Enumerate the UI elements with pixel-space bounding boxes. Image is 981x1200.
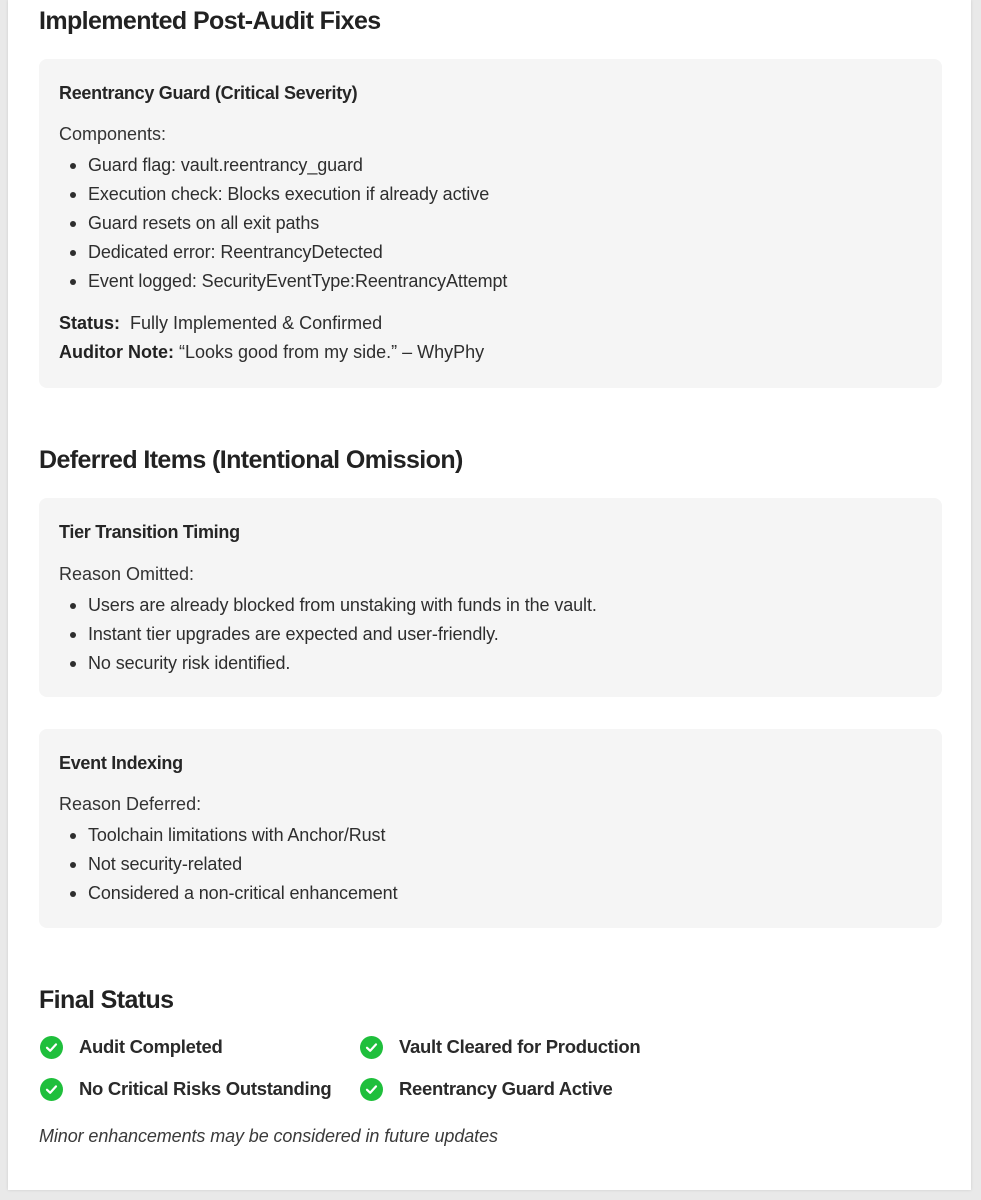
check-circle-icon bbox=[40, 1078, 63, 1101]
bullet-icon bbox=[70, 279, 76, 285]
bullet-icon bbox=[70, 163, 76, 169]
final-status-title: Final Status bbox=[39, 986, 174, 1014]
bullet-icon bbox=[70, 833, 76, 839]
reentrancy-guard-card bbox=[39, 59, 942, 388]
list-item: Guard flag: vault.reentrancy_guard bbox=[68, 151, 922, 180]
final-status-grid bbox=[39, 1033, 942, 1123]
auditor-note-label: Auditor Note: bbox=[59, 342, 174, 362]
status-item-label: Audit Completed bbox=[79, 1036, 223, 1057]
status-item-audit-completed bbox=[40, 1034, 223, 1060]
deferred-section-title: Deferred Items (Intentional Omission) bbox=[39, 446, 463, 474]
status-label: Status: bbox=[59, 313, 121, 333]
document-page bbox=[8, 0, 971, 1190]
list-item: Guard resets on all exit paths bbox=[68, 209, 922, 238]
list-item: Execution check: Blocks execution if already active bbox=[68, 180, 922, 209]
card-title: Reentrancy Guard (Critical Severity) bbox=[59, 83, 358, 103]
status-item-label: Vault Cleared for Production bbox=[399, 1036, 641, 1057]
implemented-section-title: Implemented Post-Audit Fixes bbox=[39, 7, 381, 35]
card-subheading: Reason Omitted: bbox=[59, 564, 195, 584]
footnote: Minor enhancements may be considered in future updates bbox=[39, 1126, 498, 1146]
list-item: Event logged: SecurityEventType:ReentrancyAttempt bbox=[68, 267, 922, 296]
bullet-icon bbox=[70, 250, 76, 256]
check-circle-icon bbox=[360, 1078, 383, 1101]
list-item: Users are already blocked from unstaking with funds in the vault. bbox=[68, 591, 922, 620]
status-item-label: No Critical Risks Outstanding bbox=[79, 1078, 332, 1099]
card-subheading: Components: bbox=[59, 124, 167, 144]
list-item: Dedicated error: ReentrancyDetected bbox=[68, 238, 922, 267]
card-subheading: Reason Deferred: bbox=[59, 794, 202, 814]
status-item-reentrancy-active bbox=[360, 1076, 612, 1102]
list-item: Instant tier upgrades are expected and user-friendly. bbox=[68, 620, 922, 649]
bullet-icon bbox=[70, 891, 76, 897]
list-item: Not security-related bbox=[68, 850, 922, 879]
list-item: Considered a non-critical enhancement bbox=[68, 879, 922, 908]
card-title: Event Indexing bbox=[59, 753, 183, 773]
bullet-icon bbox=[70, 603, 76, 609]
auditor-note-value: “Looks good from my side.” – WhyPhy bbox=[179, 342, 485, 362]
bullet-icon bbox=[70, 192, 76, 198]
reasons-list bbox=[59, 591, 922, 678]
status-value: Fully Implemented & Confirmed bbox=[130, 313, 383, 333]
status-line bbox=[59, 309, 922, 338]
check-circle-icon bbox=[360, 1036, 383, 1059]
list-item: Toolchain limitations with Anchor/Rust bbox=[68, 821, 922, 850]
components-list bbox=[59, 151, 922, 296]
check-circle-icon bbox=[40, 1036, 63, 1059]
bullet-icon bbox=[70, 221, 76, 227]
bullet-icon bbox=[70, 862, 76, 868]
reasons-list bbox=[59, 821, 922, 908]
auditor-note-line bbox=[59, 338, 922, 367]
status-item-no-critical-risks bbox=[40, 1076, 331, 1102]
status-item-label: Reentrancy Guard Active bbox=[399, 1078, 613, 1099]
bullet-icon bbox=[70, 661, 76, 667]
status-item-vault-cleared bbox=[360, 1034, 640, 1060]
card-title: Tier Transition Timing bbox=[59, 522, 240, 542]
event-indexing-card bbox=[39, 729, 942, 928]
tier-transition-card bbox=[39, 498, 942, 697]
list-item: No security risk identified. bbox=[68, 649, 922, 678]
bullet-icon bbox=[70, 632, 76, 638]
